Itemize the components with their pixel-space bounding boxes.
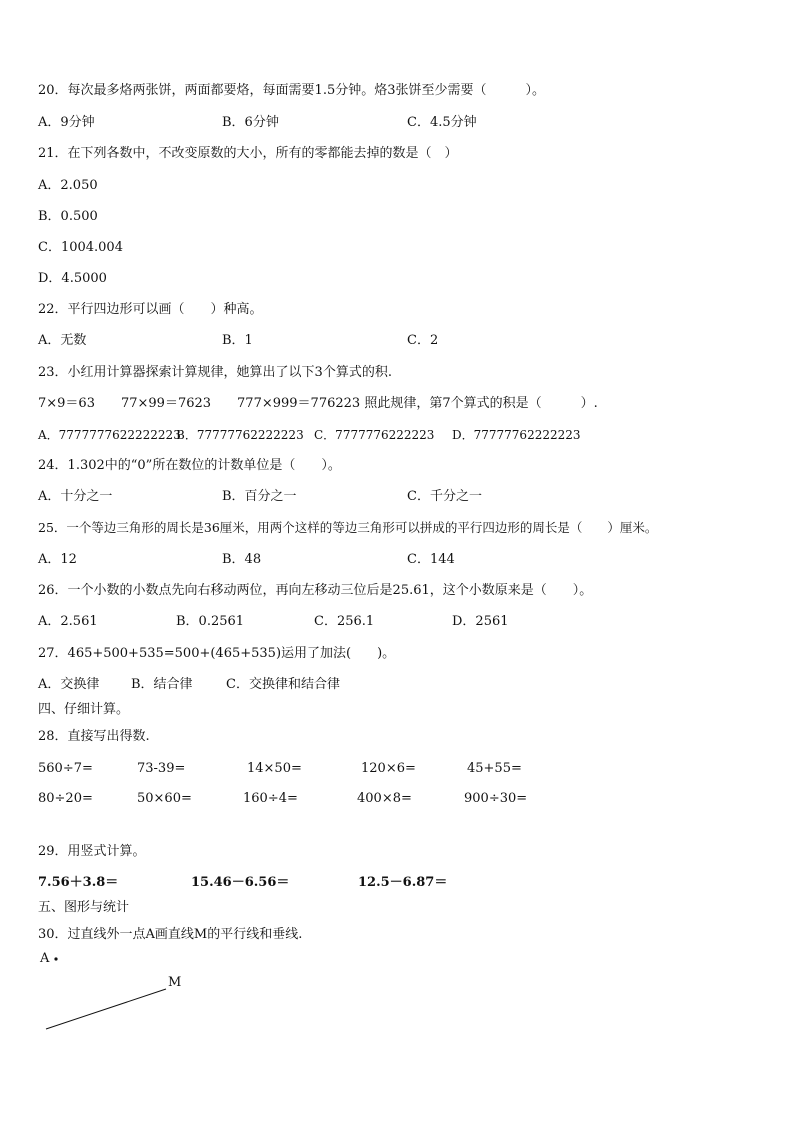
q24-stem: 24．1.302中的“0”所在数位的计数单位是（ ）。	[38, 458, 341, 473]
q28-item: 900÷30=	[464, 791, 528, 806]
q27-option-c: C．交换律和结合律	[226, 677, 340, 692]
q30-stem: 30．过直线外一点A画直线M的平行线和垂线.	[38, 927, 303, 942]
q21-option-a: A．2.050	[38, 178, 98, 193]
q23-option-a: A．7777777622222223	[38, 428, 181, 442]
q21-option-b: B．0.500	[38, 209, 98, 224]
section-4-heading: 四、仔细计算。	[38, 702, 130, 717]
q28-item: 73-39=	[137, 761, 186, 776]
q23-option-d: D．77777762222223	[452, 428, 581, 442]
q21-option-d: D．4.5000	[38, 271, 107, 286]
q29-item: 15.46－6.56＝	[191, 875, 290, 890]
q28-item: 50×60=	[137, 791, 192, 806]
q23-option-c: C．7777776222223	[314, 428, 435, 442]
q22-option-a: A．无数	[38, 333, 87, 348]
q22-stem: 22．平行四边形可以画（ ）种高。	[38, 302, 263, 317]
q26-stem: 26．一个小数的小数点先向右移动两位，再向左移动三位后是25.61，这个小数原来是（ ）。	[38, 583, 593, 598]
q22-option-c: C．2	[407, 333, 439, 348]
q23-examples: 7×9＝63 77×99＝7623 777×999＝776223 照此规律，第7个算式的积是（ ）.	[38, 396, 598, 411]
q25-option-c: C．144	[407, 552, 455, 567]
q26-option-c: C．256.1	[314, 614, 375, 629]
q20-option-a: A．9分钟	[38, 115, 95, 130]
q27-stem: 27．465+500+535=500+(465+535)运用了加法( )。	[38, 646, 396, 661]
q27-option-a: A．交换律	[38, 677, 100, 692]
q22-option-b: B．1	[222, 333, 253, 348]
q26-option-a: A．2.561	[38, 614, 98, 629]
q26-option-d: D．2561	[452, 614, 509, 629]
q25-option-a: A．12	[38, 552, 77, 567]
q20-stem: 20．每次最多烙两张饼，两面都要烙，每面需要1.5分钟。烙3张饼至少需要（ ）。	[38, 83, 545, 98]
line-m	[46, 989, 166, 1029]
point-a-label: A	[40, 951, 50, 966]
q24-option-c: C．千分之一	[407, 489, 482, 504]
q21-option-c: C．1004.004	[38, 240, 123, 255]
q28-item: 400×8=	[357, 791, 412, 806]
q28-item: 160÷4=	[243, 791, 298, 806]
q29-item: 7.56＋3.8＝	[38, 875, 119, 890]
q28-item: 120×6=	[361, 761, 416, 776]
q23-stem: 23．小红用计算器探索计算规律，她算出了以下3个算式的积.	[38, 365, 392, 380]
q21-stem: 21．在下列各数中，不改变原数的大小，所有的零都能去掉的数是（ ）	[38, 146, 458, 161]
q23-option-b: B．77777762222223	[176, 428, 304, 442]
q28-item: 80÷20=	[38, 791, 93, 806]
point-a-dot	[54, 957, 57, 960]
q29-item: 12.5－6.87＝	[358, 875, 448, 890]
section-5-heading: 五、图形与统计	[38, 900, 130, 915]
q29-stem: 29．用竖式计算。	[38, 844, 146, 859]
q20-option-c: C．4.5分钟	[407, 115, 477, 130]
q20-option-b: B．6分钟	[222, 115, 279, 130]
q28-item: 14×50=	[247, 761, 302, 776]
q28-item: 45+55=	[467, 761, 522, 776]
q25-option-b: B．48	[222, 552, 262, 567]
q24-option-b: B．百分之一	[222, 489, 297, 504]
q26-option-b: B．0.2561	[176, 614, 245, 629]
q27-option-b: B．结合律	[131, 677, 193, 692]
line-m-label: M	[168, 975, 182, 990]
q28-item: 560÷7=	[38, 761, 93, 776]
q24-option-a: A．十分之一	[38, 489, 113, 504]
q25-stem: 25．一个等边三角形的周长是36厘米，用两个这样的等边三角形可以拼成的平行四边形的周长是（ ）厘米。	[38, 520, 658, 535]
q28-stem: 28．直接写出得数.	[38, 729, 150, 744]
